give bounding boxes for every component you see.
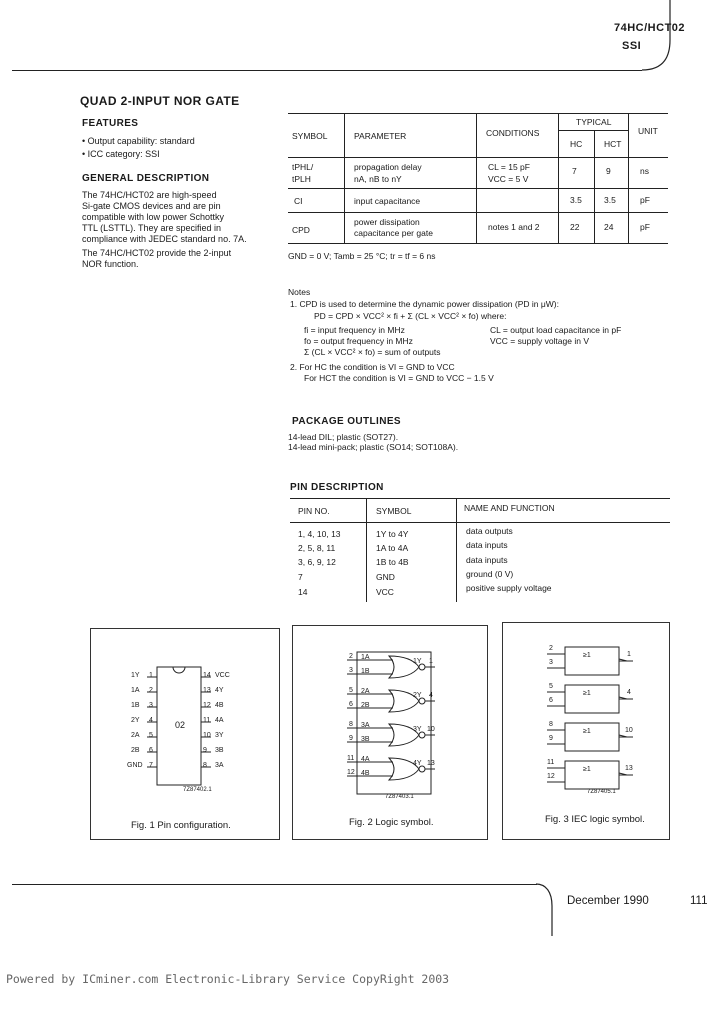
cell-condition: notes 1 and 2 xyxy=(488,222,540,232)
gate-in-pin: 2 xyxy=(349,653,353,660)
device-class: SSI xyxy=(622,40,642,52)
fig3-caption: Fig. 3 IEC logic symbol. xyxy=(545,814,645,825)
cell-hc: 22 xyxy=(570,222,580,232)
col-conditions: CONDITIONS xyxy=(486,128,540,138)
cell-parameter: nA, nB to nY xyxy=(354,174,402,184)
cell-hct: 3.5 xyxy=(604,195,616,205)
service-notice: Powered by ICminer.com Electronic-Library Service CopyRight 2003 xyxy=(6,972,450,986)
pin-cell: GND xyxy=(376,572,395,582)
pin-right-name: VCC xyxy=(215,672,230,679)
fig2-caption: Fig. 2 Logic symbol. xyxy=(349,817,434,828)
pin-right-name: 4B xyxy=(215,702,224,709)
iec-in-pin: 2 xyxy=(549,645,553,652)
pin-right-number: 8 xyxy=(203,762,207,769)
pin-left-number: 5 xyxy=(149,732,153,739)
col-hc: HC xyxy=(570,139,583,149)
gate-in-pin: 12 xyxy=(347,769,355,776)
package-heading: PACKAGE OUTLINES xyxy=(292,416,401,427)
gate-in-name: 2B xyxy=(361,702,370,709)
pin-left-name: 1A xyxy=(131,687,140,694)
note-vcc: VCC = supply voltage in V xyxy=(490,336,589,346)
note-2b: For HCT the condition is VI = GND to VCC − 1.5 V xyxy=(304,373,494,383)
chip-label: 02 xyxy=(175,720,186,730)
iec-out-pin: 1 xyxy=(627,651,631,658)
cell-condition: CL = 15 pF xyxy=(488,162,530,172)
pin-left-name: 1Y xyxy=(131,672,140,679)
feature-item-2: • ICC category: SSI xyxy=(82,149,160,159)
fig3-code: 7Z87405.1 xyxy=(587,789,616,795)
pin-right-number: 12 xyxy=(203,702,211,709)
general-heading: GENERAL DESCRIPTION xyxy=(82,173,210,184)
pin-description-heading: PIN DESCRIPTION xyxy=(290,482,384,493)
fig3-iec-logic-symbol xyxy=(502,622,670,840)
issue-date: December 1990 xyxy=(567,895,649,907)
col-symbol: SYMBOL xyxy=(292,131,328,141)
general-line-4: TTL (LSTTL). They are specified in xyxy=(82,223,222,233)
gate-in-pin: 6 xyxy=(349,701,353,708)
pin-left-number: 3 xyxy=(149,702,153,709)
part-number: 74HC/HCT02 xyxy=(614,22,686,34)
fig2-code: 7Z87403.1 xyxy=(385,794,414,800)
cell-symbol: CPD xyxy=(292,225,310,235)
gate-in-pin: 11 xyxy=(347,755,355,762)
features-heading: FEATURES xyxy=(82,118,139,129)
pin-cell: 1A to 4A xyxy=(376,543,409,553)
general-line-3: compatible with low power Schottky xyxy=(82,212,225,222)
cell-parameter: propagation delay xyxy=(354,162,422,172)
general-line-7: NOR function. xyxy=(82,259,139,269)
iec-box-label: ≥1 xyxy=(583,652,591,659)
cell-hc: 3.5 xyxy=(570,195,582,205)
package-line-2: 14-lead mini-pack; plastic (SO14; SOT108A). xyxy=(288,442,459,452)
pin-col-name: NAME AND FUNCTION xyxy=(464,503,555,513)
pin-left-name: 2Y xyxy=(131,717,140,724)
general-line-6: The 74HC/HCT02 provide the 2-input xyxy=(82,248,232,258)
pin-cell: positive supply voltage xyxy=(466,583,552,593)
pin-col-symbol: SYMBOL xyxy=(376,506,412,516)
gate-in-name: 1A xyxy=(361,654,370,661)
gate-in-name: 4B xyxy=(361,770,370,777)
cell-parameter: input capacitance xyxy=(354,196,421,206)
pin-cell: 3, 6, 9, 12 xyxy=(298,557,336,567)
page-title: QUAD 2-INPUT NOR GATE xyxy=(80,94,240,108)
pin-cell: 1B to 4B xyxy=(376,557,409,567)
note-sum: Σ (CL × VCC² × fo) = sum of outputs xyxy=(304,347,441,357)
feature-text: ICC category: SSI xyxy=(87,149,160,159)
pin-cell: 1Y to 4Y xyxy=(376,529,409,539)
pin-right-number: 9 xyxy=(203,747,207,754)
iec-out-pin: 4 xyxy=(627,689,631,696)
note-1: 1. CPD is used to determine the dynamic power dissipation (PD in μW): xyxy=(290,299,559,309)
cell-condition: VCC = 5 V xyxy=(488,174,529,184)
feature-text: Output capability: standard xyxy=(87,136,195,146)
iec-in-pin: 8 xyxy=(549,721,553,728)
cell-hct: 9 xyxy=(606,166,611,176)
col-parameter: PARAMETER xyxy=(354,131,407,141)
gate-in-pin: 5 xyxy=(349,687,353,694)
iec-in-pin: 12 xyxy=(547,773,555,780)
pin-right-number: 10 xyxy=(203,732,211,739)
pin-cell: VCC xyxy=(376,587,394,597)
note-2: 2. For HC the condition is VI = GND to VCC xyxy=(290,362,455,372)
note-equation: PD = CPD × VCC² × fi + Σ (CL × VCC² × fo) where: xyxy=(314,311,507,321)
fig1-pin-configuration xyxy=(90,628,280,840)
cell-symbol: tPHL/ xyxy=(292,162,314,172)
gate-out-name: 1Y xyxy=(413,658,422,665)
pin-right-name: 3Y xyxy=(215,732,224,739)
pin-right-number: 11 xyxy=(203,717,211,724)
gate-in-name: 3A xyxy=(361,722,370,729)
nor-gates-drawing xyxy=(293,626,489,841)
pin-cell: data inputs xyxy=(466,540,508,550)
iec-box-label: ≥1 xyxy=(583,728,591,735)
gate-in-pin: 8 xyxy=(349,721,353,728)
cell-symbol: tPLH xyxy=(292,174,311,184)
pin-right-name: 4A xyxy=(215,717,224,724)
note-fi: fi = input frequency in MHz xyxy=(304,325,405,335)
iec-box-label: ≥1 xyxy=(583,690,591,697)
col-unit: UNIT xyxy=(638,126,658,136)
gate-in-pin: 9 xyxy=(349,735,353,742)
pin-right-name: 3B xyxy=(215,747,224,754)
gate-in-name: 2A xyxy=(361,688,370,695)
pin-left-number: 1 xyxy=(149,672,153,679)
iec-out-pin: 10 xyxy=(625,727,633,734)
col-hct: HCT xyxy=(604,139,622,149)
col-typical: TYPICAL xyxy=(576,117,612,127)
iec-in-pin: 11 xyxy=(547,759,555,766)
pin-cell: ground (0 V) xyxy=(466,569,514,579)
gate-out-pin: 13 xyxy=(427,760,435,767)
pin-right-number: 13 xyxy=(203,687,211,694)
iec-out-pin: 13 xyxy=(625,765,633,772)
gate-out-name: 4Y xyxy=(413,760,422,767)
cell-symbol: CI xyxy=(294,196,303,206)
cell-parameter: capacitance per gate xyxy=(354,228,433,238)
gate-out-name: 2Y xyxy=(413,692,422,699)
cell-hc: 7 xyxy=(572,166,577,176)
iec-in-pin: 9 xyxy=(549,735,553,742)
gate-out-name: 3Y xyxy=(413,726,422,733)
iec-in-pin: 3 xyxy=(549,659,553,666)
page-number: 111 xyxy=(690,895,708,907)
header-rule xyxy=(12,70,642,71)
pin-right-number: 14 xyxy=(203,672,211,679)
package-line-1: 14-lead DIL; plastic (SOT27). xyxy=(288,432,399,442)
general-line-2: Si-gate CMOS devices and are pin xyxy=(82,201,221,211)
pin-left-name: GND xyxy=(127,762,143,769)
note-cl: CL = output load capacitance in pF xyxy=(490,325,622,335)
cell-unit: pF xyxy=(640,222,650,232)
fig1-code: 7Z87402.1 xyxy=(183,787,212,793)
pin-cell: 2, 5, 8, 11 xyxy=(298,543,336,553)
pin-left-number: 4 xyxy=(149,717,153,724)
gate-in-name: 1B xyxy=(361,668,370,675)
notes-heading: Notes xyxy=(288,287,311,297)
pin-col-pin: PIN NO. xyxy=(298,506,330,516)
pin-cell: data inputs xyxy=(466,555,508,565)
gate-in-name: 4A xyxy=(361,756,370,763)
gate-out-pin: 1 xyxy=(429,658,433,665)
fig1-caption: Fig. 1 Pin configuration. xyxy=(131,820,231,831)
feature-item-1: • Output capability: standard xyxy=(82,136,195,146)
gate-out-pin: 4 xyxy=(429,692,433,699)
pin-right-name: 4Y xyxy=(215,687,224,694)
gate-in-name: 3B xyxy=(361,736,370,743)
cell-unit: pF xyxy=(640,195,650,205)
pin-cell: data outputs xyxy=(466,526,513,536)
general-line-1: The 74HC/HCT02 are high-speed xyxy=(82,190,217,200)
dip-package-drawing xyxy=(91,629,281,841)
pin-cell: 14 xyxy=(298,587,308,597)
iec-box-label: ≥1 xyxy=(583,766,591,773)
gate-out-pin: 10 xyxy=(427,726,435,733)
iec-in-pin: 6 xyxy=(549,697,553,704)
footer-rule xyxy=(12,884,537,885)
cell-unit: ns xyxy=(640,166,649,176)
pin-left-name: 2A xyxy=(131,732,140,739)
table-footnote: GND = 0 V; Tamb = 25 °C; tr = tf = 6 ns xyxy=(288,251,436,261)
general-line-5: compliance with JEDEC standard no. 7A. xyxy=(82,234,247,244)
cell-parameter: power dissipation xyxy=(354,217,420,227)
pin-cell: 1, 4, 10, 13 xyxy=(298,529,341,539)
fig2-logic-symbol xyxy=(292,625,488,840)
header-curve xyxy=(640,0,720,80)
pin-cell: 7 xyxy=(298,572,303,582)
gate-in-pin: 3 xyxy=(349,667,353,674)
note-fo: fo = output frequency in MHz xyxy=(304,336,413,346)
pin-left-number: 2 xyxy=(149,687,153,694)
pin-left-number: 7 xyxy=(149,762,153,769)
pin-left-name: 2B xyxy=(131,747,140,754)
iec-in-pin: 5 xyxy=(549,683,553,690)
pin-left-number: 6 xyxy=(149,747,153,754)
pin-left-name: 1B xyxy=(131,702,140,709)
pin-right-name: 3A xyxy=(215,762,224,769)
cell-hct: 24 xyxy=(604,222,614,232)
